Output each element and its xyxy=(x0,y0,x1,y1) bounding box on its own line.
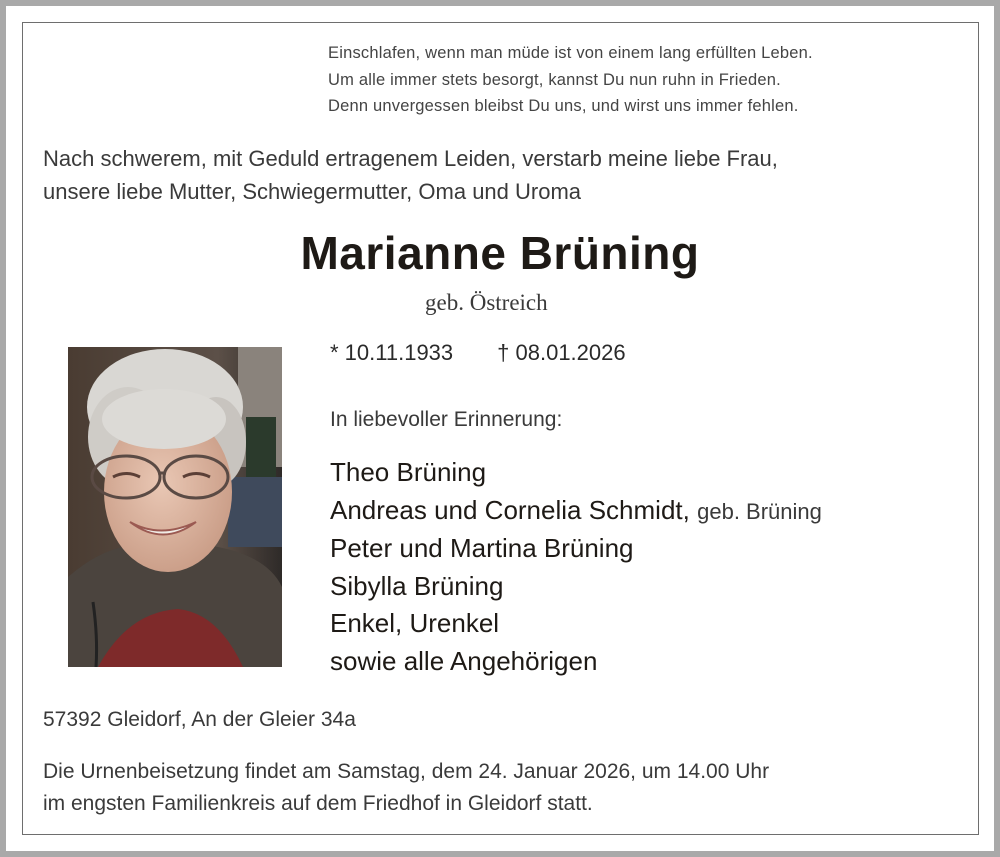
birth-date: * 10.11.1933 xyxy=(330,340,454,365)
poem-line-2: Um alle immer stets besorgt, kannst Du nun ruhn in Frieden. xyxy=(328,70,781,89)
poem xyxy=(328,40,813,120)
burial-notice xyxy=(43,756,769,820)
family-member-name: Andreas und Cornelia Schmidt, xyxy=(330,494,690,525)
family-member: sowie alle Angehörigen xyxy=(330,645,598,676)
maiden-name: geb. Östreich xyxy=(425,290,548,315)
family-member: Theo Brüning xyxy=(330,457,487,487)
memory-label: In liebevoller Erinnerung: xyxy=(330,408,563,431)
family-member: Sibylla Brüning xyxy=(330,570,504,601)
intro-text xyxy=(43,142,778,208)
poem-line-3: Denn unvergessen bleibst Du uns, und wirst uns immer fehlen. xyxy=(328,97,799,115)
deceased-name: Marianne Brüning xyxy=(300,227,700,279)
family-member xyxy=(330,492,822,531)
portrait-illustration xyxy=(68,347,282,667)
burial-line-1: Die Urnenbeisetzung findet am Samstag, dem 24. Januar 2026, um 14.00 Uhr xyxy=(43,760,770,783)
family-list xyxy=(330,454,822,680)
address: 57392 Gleidorf, An der Gleier 34a xyxy=(43,708,356,731)
life-dates xyxy=(330,340,626,366)
burial-line-2: im engsten Familienkreis auf dem Friedhof in Gleidorf statt. xyxy=(43,792,593,815)
family-member-note: geb. Brüning xyxy=(697,498,822,524)
intro-line-1: Nach schwerem, mit Geduld ertragenem Leiden, verstarb meine liebe Frau, xyxy=(43,146,778,171)
poem-line-1: Einschlafen, wenn man müde ist von einem lang erfüllten Leben. xyxy=(328,44,813,62)
intro-line-2: unsere liebe Mutter, Schwiegermutter, Oma und Uroma xyxy=(43,179,582,204)
portrait-photo xyxy=(68,347,282,667)
family-member: Enkel, Urenkel xyxy=(330,608,500,638)
family-member: Peter und Martina Brüning xyxy=(330,533,634,563)
death-date: † 08.01.2026 xyxy=(497,340,626,365)
